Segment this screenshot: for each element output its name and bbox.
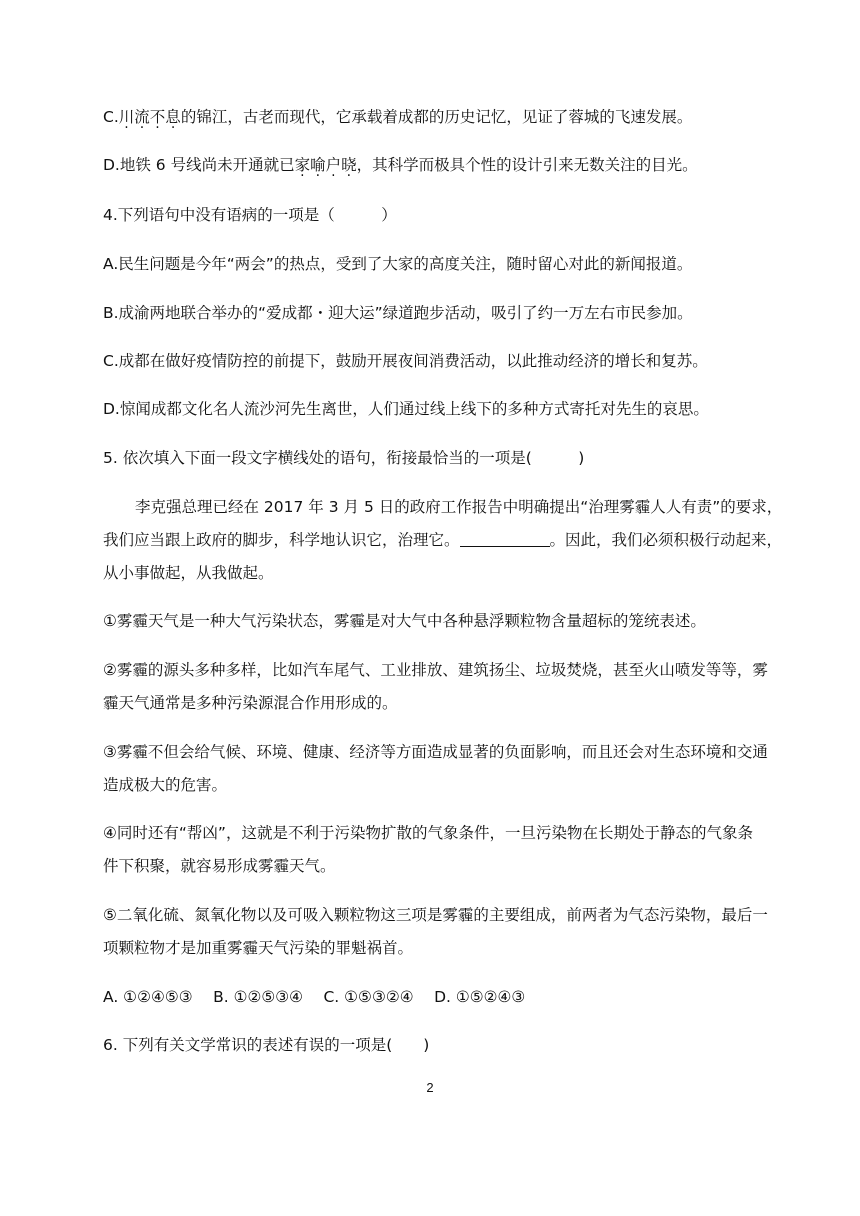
emphasized-char: 喻 (310, 156, 326, 174)
sentence-5-line-2: 项颗粒物才是加重雾霾天气污染的罪魁祸首。 (103, 939, 414, 957)
option-c-q3: C.川流不息的锦江，古老而现代，它承载着成都的历史记忆，见证了蓉城的飞速发展。 (103, 108, 693, 126)
question-6: 6. 下列有关文学常识的表述有误的一项是( ) (103, 1036, 430, 1054)
question-5: 5. 依次填入下面一段文字横线处的语句，衔接最恰当的一项是( ) (103, 449, 585, 467)
sentence-3-line-2: 造成极大的危害。 (103, 776, 228, 794)
emphasized-char: 川 (118, 108, 135, 126)
sentence-5-line-1: ⑤二氧化硫、氮氧化物以及可吸入颗粒物这三项是雾霾的主要组成，前两者为气态污染物，最后一 (103, 906, 768, 924)
sentence-2-line-2: 霾天气通常是多种污染源混合作用形成的。 (103, 694, 398, 712)
option-d-q3: D.地铁 6 号线尚未开通就已家喻户晓，其科学而极具个性的设计引来无数关注的目光。 (103, 156, 698, 174)
sentence-4-line-2: 件下积聚，就容易形成雾霾天气。 (103, 857, 336, 875)
sentence-1: ①雾霾天气是一种大气污染状态，雾霾是对大气中各种悬浮颗粒物含量超标的笼统表述。 (103, 612, 706, 630)
sentence-4-line-1: ④同时还有“帮凶”，这就是不利于污染物扩散的气象条件，一旦污染物在长期处于静态的气象条 (103, 824, 753, 842)
fill-in-blank (460, 530, 550, 547)
question-4-option-a: A.民生问题是今年“两会”的热点，受到了大家的高度关注，随时留心对此的新闻报道。 (103, 255, 693, 273)
question-4-option-c: C.成都在做好疫情防控的前提下，鼓励开展夜间消费活动，以此推动经济的增长和复苏。 (103, 352, 708, 370)
question-5-options: A. ①②④⑤③ B. ①②⑤③④ C. ①⑤③②④ D. ①⑤②④③ (103, 988, 526, 1006)
emphasized-char: 不 (149, 108, 166, 126)
emphasized-char: 息 (165, 108, 181, 126)
sentence-3-line-1: ③雾霾不但会给气候、环境、健康、经济等方面造成显著的负面影响，而且还会对生态环境和交通 (103, 743, 768, 761)
passage-line-3: 从小事做起，从我做起。 (103, 564, 274, 582)
emphasized-char: 流 (134, 108, 150, 126)
emphasized-char: 户 (325, 156, 342, 174)
question-4: 4.下列语句中没有语病的一项是（ ） (103, 206, 397, 224)
sentence-2-line-1: ②雾霾的源头多种多样，比如汽车尾气、工业排放、建筑扬尘、垃圾焚烧，甚至火山喷发等等，雾 (103, 661, 768, 679)
question-4-option-b: B.成渝两地联合举办的“爱成都・迎大运”绿道跑步活动，吸引了约一万左右市民参加。 (103, 304, 693, 322)
emphasized-char: 家 (294, 156, 311, 174)
question-4-option-d: D.惊闻成都文化名人流沙河先生离世，人们通过线上线下的多种方式寄托对先生的哀思。 (103, 400, 709, 418)
page-number: 2 (426, 1080, 434, 1095)
emphasized-char: 晓 (341, 156, 357, 174)
passage-line-1: 李克强总理已经在 2017 年 3 月 5 日的政府工作报告中明确提出“治理雾霾人人有责”的要求， (135, 498, 783, 516)
passage-line-2: 我们应当跟上政府的脚步，科学地认识它，治理它。 。因此，我们必须积极行动起来， (103, 531, 783, 549)
